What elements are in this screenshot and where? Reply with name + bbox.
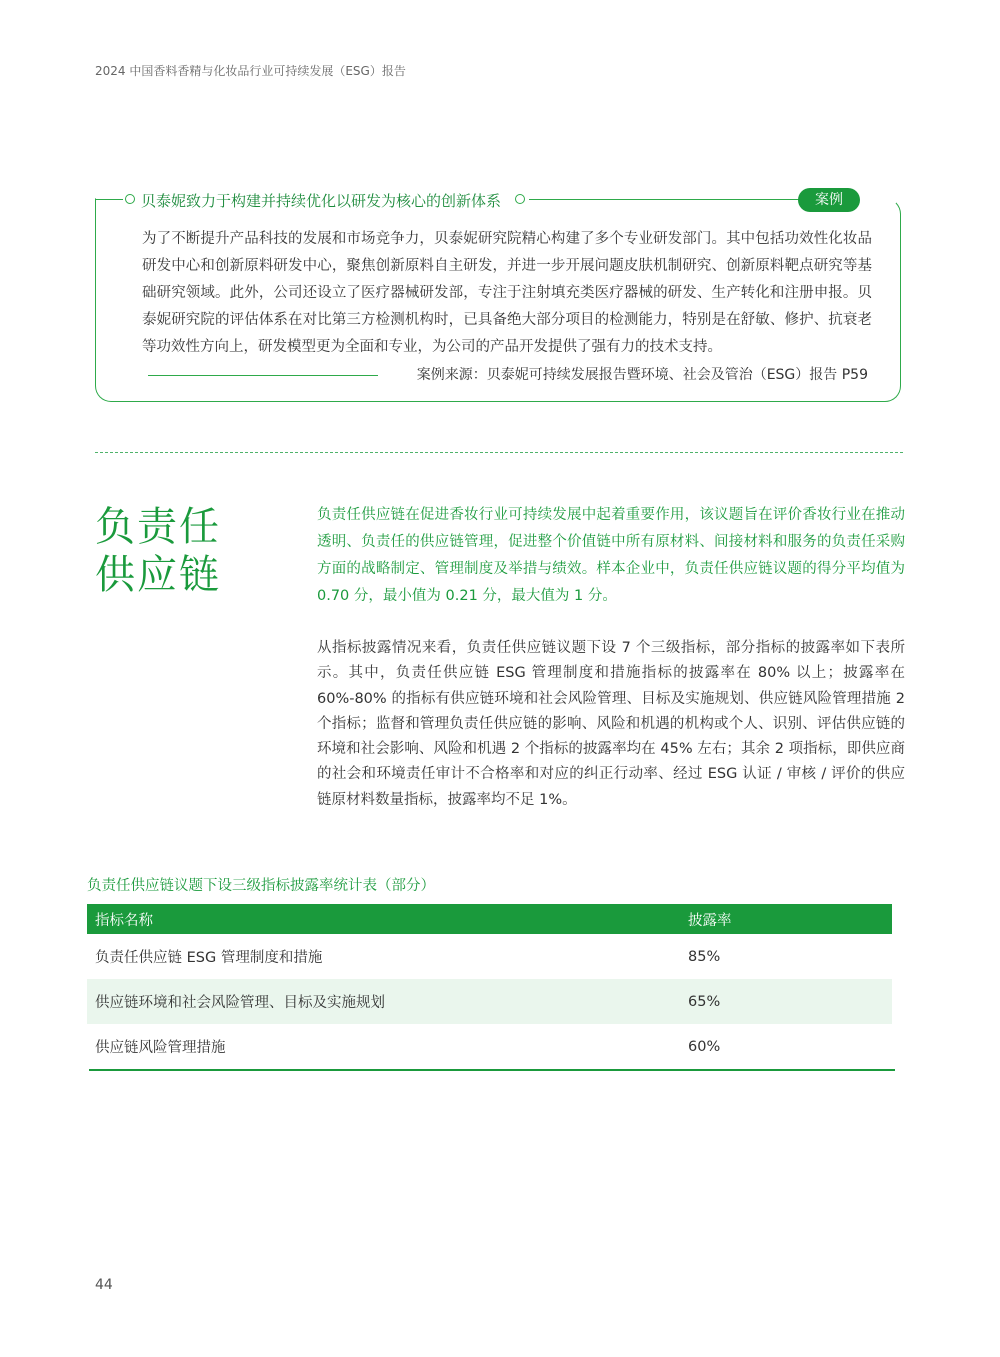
table-row <box>87 979 892 1024</box>
table-caption: 负责任供应链议题下设三级指标披露率统计表（部分） <box>87 878 435 894</box>
table-row <box>87 934 892 979</box>
case-study-badge: 案例 <box>798 188 860 212</box>
section-intro: 负责任供应链在促进香妆行业可持续发展中起着重要作用，该议题旨在评价香妆行业在推动透明、负责任的供应链管理，促进整个价值链中所有原材料、间接材料和服务的负责任采购方面的战略制定、管理制度及举措与绩效。样本企业中，负责任供应链议题的得分平均值为 0.70 分，最小值为 0.21 分，最大值为 1 分。 <box>317 507 905 604</box>
case-study-body: 为了不断提升产品科技的发展和市场竞争力，贝泰妮研究院精心构建了多个专业研发部门。其中包括功效性化妆品研发中心和创新原料研发中心，聚焦创新原料自主研发，并进一步开展问题皮肤机制研究、创新原料靶点研究等基础研究领域。此外，公司还设立了医疗器械研发部，专注于注射填充类医疗器械的研发、生产转化和注册申报。贝泰妮研究院的评估体系在对比第三方检测机构时，已具备绝大部分项目的检测能力，特别是在舒敏、修护、抗衰老等功效性方向上，研发模型更为全面和专业，为公司的产品开发提供了强有力的技术支持。 <box>142 231 872 355</box>
table-row <box>87 1024 892 1069</box>
disclosure-rate-table <box>87 904 892 1069</box>
case-study-source: 案例来源：贝泰妮可持续发展报告暨环境、社会及管治（ESG）报告 P59 <box>416 367 868 383</box>
table-header-indicator: 指标名称 <box>87 904 680 934</box>
section-title-line2: 供应链 <box>95 552 221 598</box>
table-bottom-rule <box>89 1069 895 1071</box>
case-study-heading: 贝泰妮致力于构建并持续优化以研发为核心的创新体系 <box>141 192 502 210</box>
report-header-title: 2024 中国香料香精与化妆品行业可持续发展（ESG）报告 <box>95 64 406 78</box>
table-cell-rate: 65% <box>680 979 892 1024</box>
case-title-line-right <box>529 199 801 200</box>
section-body: 从指标披露情况来看，负责任供应链议题下设 7 个三级指标，部分指标的披露率如下表所示。其中，负责任供应链 ESG 管理制度和措施指标的披露率在 80% 以上；披露率在 60%-80% 的指标有供应链环境和社会风险管理、目标及实施规划、供应链风险管理措施 2 个指标；监督和管理负责任供应链的影响、风险和机遇的机构或个人、识别、评估供应链的环境和社会影响、风险和机遇 2 个指标的披露率均在 45% 左右；其余 2 项指标，即供应商的社会和环境责任审计不合格率和对应的纠正行动率、经过 ESG 认证 / 审核 / 评价的供应链原材料数量指标，披露率均不足 1%。 <box>317 640 905 808</box>
section-divider <box>95 452 903 453</box>
case-source-line <box>148 375 378 376</box>
table-cell-indicator: 供应链风险管理措施 <box>95 1040 226 1056</box>
case-title-line-left <box>95 199 123 200</box>
table-cell-rate: 85% <box>688 948 721 965</box>
table-header-rate: 披露率 <box>680 904 892 934</box>
table-cell-indicator: 负责任供应链 ESG 管理制度和措施 <box>95 950 323 966</box>
case-title-dot-left <box>125 194 135 204</box>
case-study-title-row <box>95 190 901 210</box>
page-number: 44 <box>95 1277 113 1293</box>
table-cell-rate: 60% <box>688 1038 721 1055</box>
case-title-dot-right <box>515 194 525 204</box>
section-title-line1: 负责任 <box>95 504 221 550</box>
table-cell-indicator: 供应链环境和社会风险管理、目标及实施规划 <box>87 979 680 1024</box>
table-header-row <box>87 904 892 934</box>
section-title <box>95 503 255 599</box>
